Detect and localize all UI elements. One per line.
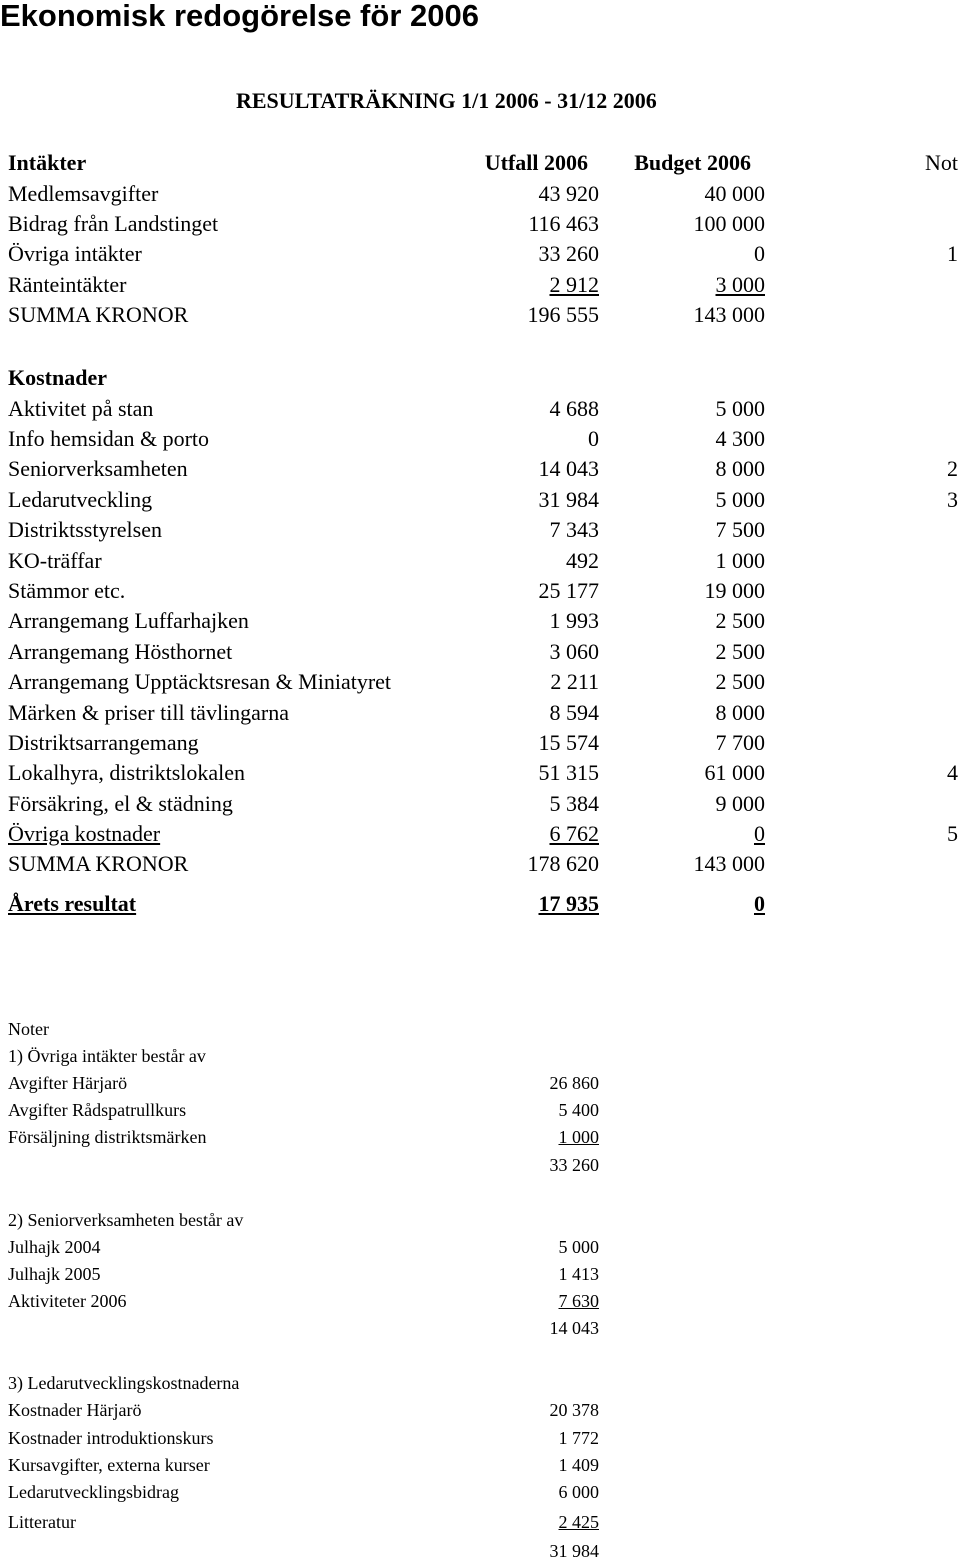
income-header-row bbox=[0, 150, 960, 180]
note-row-label: Julhajk 2005 bbox=[8, 1264, 101, 1284]
note-row-label: Kostnader Härjarö bbox=[8, 1400, 142, 1420]
page-title: Ekonomisk redogörelse för 2006 bbox=[0, 0, 479, 33]
row-budget: 7 700 bbox=[715, 730, 765, 755]
income-header-label: Intäkter bbox=[8, 150, 87, 175]
note-row bbox=[0, 1264, 960, 1288]
note-row-label: Försäljning distriktsmärken bbox=[8, 1127, 207, 1147]
row-label: Lokalhyra, distriktslokalen bbox=[8, 760, 246, 785]
cost-row bbox=[0, 760, 960, 790]
row-budget: 100 000 bbox=[693, 211, 765, 236]
row-label: Distriktsarrangemang bbox=[8, 730, 199, 755]
row-budget: 143 000 bbox=[693, 302, 765, 327]
row-label: Aktivitet på stan bbox=[8, 396, 154, 421]
result-row bbox=[0, 891, 960, 921]
note-row-value: 1 413 bbox=[558, 1264, 599, 1284]
row-actual: 0 bbox=[588, 426, 599, 451]
note-total-row bbox=[0, 1155, 960, 1179]
note-row bbox=[0, 1127, 960, 1151]
cost-header-row bbox=[0, 365, 960, 395]
row-budget: 61 000 bbox=[704, 760, 765, 785]
row-note: 2 bbox=[947, 456, 958, 481]
cost-row bbox=[0, 669, 960, 699]
row-label: Ledarutveckling bbox=[8, 487, 153, 512]
note-row-label: Kostnader introduktionskurs bbox=[8, 1428, 214, 1448]
note-row bbox=[0, 1237, 960, 1261]
note-title bbox=[0, 1373, 960, 1397]
note-total-value: 31 984 bbox=[549, 1541, 599, 1561]
row-label: Stämmor etc. bbox=[8, 578, 126, 603]
row-budget: 0 bbox=[754, 821, 765, 846]
result-budget: 0 bbox=[754, 891, 765, 916]
row-actual: 4 688 bbox=[549, 396, 599, 421]
note-total-row bbox=[0, 1318, 960, 1342]
note-row bbox=[0, 1428, 960, 1452]
row-note: 1 bbox=[947, 241, 958, 266]
row-actual: 51 315 bbox=[538, 760, 599, 785]
row-label: Seniorverksamheten bbox=[8, 456, 188, 481]
note-total-value: 14 043 bbox=[549, 1318, 599, 1338]
note-total-row bbox=[0, 1541, 960, 1565]
row-actual: 25 177 bbox=[538, 578, 599, 603]
note-row-label: Ledarutvecklingsbidrag bbox=[8, 1482, 179, 1502]
row-label: Märken & priser till tävlingarna bbox=[8, 700, 290, 725]
note-row-label: Avgifter Rådspatrullkurs bbox=[8, 1100, 187, 1120]
note-row-label: Avgifter Härjarö bbox=[8, 1073, 128, 1093]
note-title-label: 1) Övriga intäkter består av bbox=[8, 1046, 206, 1066]
row-actual: 196 555 bbox=[527, 302, 599, 327]
row-label: Medlemsavgifter bbox=[8, 181, 159, 206]
row-actual: 31 984 bbox=[538, 487, 599, 512]
note-title-label: 3) Ledarutvecklingskostnaderna bbox=[8, 1373, 240, 1393]
row-actual: 43 920 bbox=[538, 181, 599, 206]
row-actual: 8 594 bbox=[549, 700, 599, 725]
row-actual: 14 043 bbox=[538, 456, 599, 481]
row-note: 3 bbox=[947, 487, 958, 512]
note-row-value: 7 630 bbox=[558, 1291, 599, 1311]
row-actual: 116 463 bbox=[528, 211, 599, 236]
row-budget: 4 300 bbox=[715, 426, 765, 451]
note-row-value: 2 425 bbox=[558, 1512, 599, 1532]
cost-row bbox=[0, 456, 960, 486]
note-row-value: 20 378 bbox=[549, 1400, 599, 1420]
cost-row bbox=[0, 700, 960, 730]
income-total-row bbox=[0, 302, 960, 332]
note-total-value: 33 260 bbox=[549, 1155, 599, 1175]
row-actual: 33 260 bbox=[538, 241, 599, 266]
cost-row bbox=[0, 517, 960, 547]
cost-row bbox=[0, 548, 960, 578]
notes-heading-label: Noter bbox=[8, 1019, 49, 1039]
notes-heading bbox=[0, 1019, 960, 1043]
cost-row bbox=[0, 608, 960, 638]
note-row-label: Aktiviteter 2006 bbox=[8, 1291, 127, 1311]
row-label: Övriga kostnader bbox=[8, 821, 161, 846]
actual-column-header: Utfall 2006 bbox=[484, 150, 588, 175]
note-row-value: 26 860 bbox=[549, 1073, 599, 1093]
cost-header-label: Kostnader bbox=[8, 365, 107, 390]
note-row bbox=[0, 1482, 960, 1506]
note-row-value: 6 000 bbox=[558, 1482, 599, 1502]
budget-column-header: Budget 2006 bbox=[634, 150, 751, 175]
note-row bbox=[0, 1100, 960, 1124]
note-title-label: 2) Seniorverksamheten består av bbox=[8, 1210, 244, 1230]
row-budget: 5 000 bbox=[715, 487, 765, 512]
note-row-label: Kursavgifter, externa kurser bbox=[8, 1455, 210, 1475]
row-actual: 178 620 bbox=[527, 851, 599, 876]
row-label: Ränteintäkter bbox=[8, 272, 127, 297]
row-actual: 6 762 bbox=[549, 821, 599, 846]
row-budget: 5 000 bbox=[715, 396, 765, 421]
cost-row bbox=[0, 639, 960, 669]
income-row bbox=[0, 272, 960, 302]
row-label: Bidrag från Landstinget bbox=[8, 211, 219, 236]
result-label: Årets resultat bbox=[8, 891, 137, 916]
row-actual: 2 211 bbox=[550, 669, 599, 694]
note-row-value: 1 772 bbox=[558, 1428, 599, 1448]
row-label: Övriga intäkter bbox=[8, 241, 142, 266]
cost-row bbox=[0, 578, 960, 608]
note-row bbox=[0, 1400, 960, 1424]
row-actual: 7 343 bbox=[549, 517, 599, 542]
row-label: SUMMA KRONOR bbox=[8, 851, 189, 876]
cost-total-row bbox=[0, 851, 960, 881]
row-budget: 8 000 bbox=[715, 456, 765, 481]
row-actual: 3 060 bbox=[549, 639, 599, 664]
row-budget: 7 500 bbox=[715, 517, 765, 542]
cost-row bbox=[0, 821, 960, 851]
row-label: KO-träffar bbox=[8, 548, 102, 573]
row-budget: 2 500 bbox=[715, 639, 765, 664]
note-row bbox=[0, 1455, 960, 1479]
row-label: Distriktsstyrelsen bbox=[8, 517, 162, 542]
row-actual: 5 384 bbox=[549, 791, 599, 816]
row-label: SUMMA KRONOR bbox=[8, 302, 189, 327]
row-budget: 0 bbox=[754, 241, 765, 266]
cost-row bbox=[0, 396, 960, 426]
row-budget: 19 000 bbox=[704, 578, 765, 603]
cost-row bbox=[0, 791, 960, 821]
row-budget: 2 500 bbox=[715, 608, 765, 633]
result-actual: 17 935 bbox=[538, 891, 599, 916]
row-label: Försäkring, el & städning bbox=[8, 791, 233, 816]
row-budget: 8 000 bbox=[715, 700, 765, 725]
report-subtitle: RESULTATRÄKNING 1/1 2006 - 31/12 2006 bbox=[236, 88, 657, 113]
note-row-value: 5 400 bbox=[558, 1100, 599, 1120]
cost-row bbox=[0, 730, 960, 760]
row-actual: 492 bbox=[566, 548, 599, 573]
cost-row bbox=[0, 487, 960, 517]
note-row-label: Julhajk 2004 bbox=[8, 1237, 101, 1257]
row-budget: 1 000 bbox=[715, 548, 765, 573]
note-title bbox=[0, 1046, 960, 1070]
note-title bbox=[0, 1210, 960, 1234]
row-budget: 143 000 bbox=[693, 851, 765, 876]
note-row-value: 1 000 bbox=[558, 1127, 599, 1147]
row-note: 4 bbox=[947, 760, 958, 785]
row-budget: 3 000 bbox=[715, 272, 765, 297]
row-budget: 2 500 bbox=[715, 669, 765, 694]
income-row bbox=[0, 241, 960, 271]
row-actual: 1 993 bbox=[549, 608, 599, 633]
note-row-value: 5 000 bbox=[558, 1237, 599, 1257]
row-budget: 9 000 bbox=[715, 791, 765, 816]
income-row bbox=[0, 211, 960, 241]
note-row bbox=[0, 1291, 960, 1315]
row-budget: 40 000 bbox=[704, 181, 765, 206]
row-label: Arrangemang Upptäcktsresan & Miniatyret bbox=[8, 669, 392, 694]
row-label: Arrangemang Hösthornet bbox=[8, 639, 233, 664]
income-row bbox=[0, 181, 960, 211]
note-row bbox=[0, 1073, 960, 1097]
row-note: 5 bbox=[947, 821, 958, 846]
row-label: Info hemsidan & porto bbox=[8, 426, 210, 451]
row-label: Arrangemang Luffarhajken bbox=[8, 608, 249, 633]
note-row bbox=[0, 1512, 960, 1536]
note-row-label: Litteratur bbox=[8, 1512, 76, 1532]
cost-row bbox=[0, 426, 960, 456]
note-column-header: Not bbox=[925, 150, 958, 175]
row-actual: 15 574 bbox=[538, 730, 599, 755]
row-actual: 2 912 bbox=[549, 272, 599, 297]
note-row-value: 1 409 bbox=[558, 1455, 599, 1475]
